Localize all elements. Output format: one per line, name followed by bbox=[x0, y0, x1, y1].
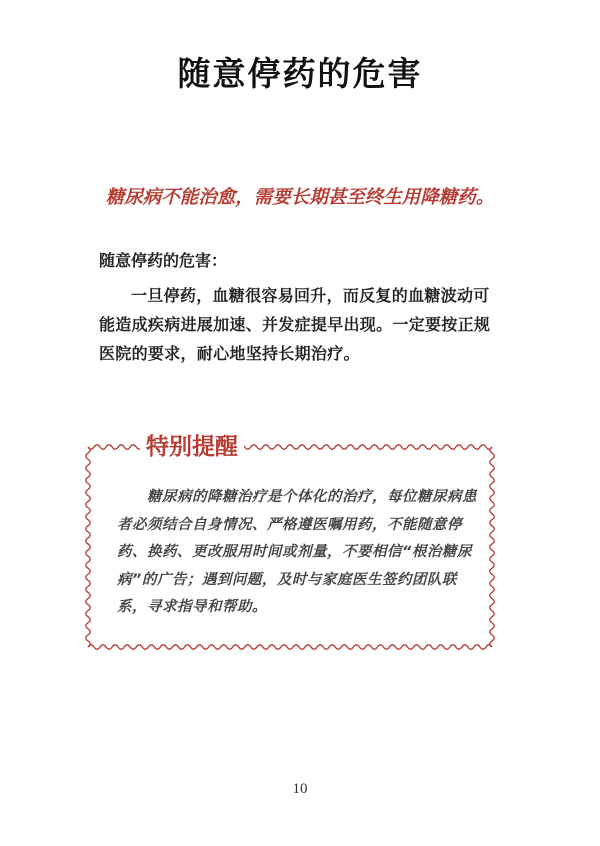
key-message: 糖尿病不能治愈，需要长期甚至终生用降糖药。 bbox=[105, 187, 495, 208]
reminder-title: 特别提醒 bbox=[140, 428, 244, 461]
page-number: 10 bbox=[292, 781, 308, 797]
reminder-paragraph: 糖尿病的降糖治疗是个体化的治疗，每位糖尿病患者必须结合自身情况、严格遵医嘱用药，不能随意停药、换药、更改服用时间或剂量，不要相信“根治糖尿病”的广告；遇到问题，及时与家庭医生签约团队联系，寻求指导和帮助。 bbox=[117, 489, 477, 615]
section-heading: 随意停药的危害： bbox=[99, 251, 228, 270]
body-paragraph: 一旦停药，血糖很容易回升，而反复的血糖波动可能造成疾病进展加速、并发症提早出现。一定要按正规医院的要求，耐心地坚持长期治疗。 bbox=[99, 286, 491, 363]
page-title: 随意停药的危害 bbox=[177, 54, 423, 93]
